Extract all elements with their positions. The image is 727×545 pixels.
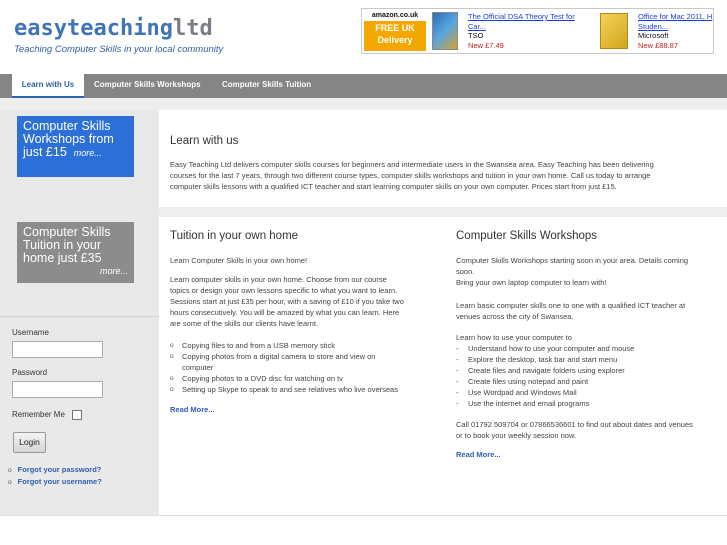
list-item: - Understand how to use your computer and mouse: [456, 343, 721, 354]
workshops-contact: Call 01792 509704 or 07866536601 to find out about dates and venues or to book your weekly session now.: [456, 420, 693, 440]
ad-product-1-title-cont[interactable]: Car...: [468, 21, 486, 31]
sidebar-divider: [0, 316, 159, 317]
nav-learn-with-us[interactable]: Learn with Us: [12, 74, 84, 98]
amazon-free-delivery-badge[interactable]: amazon.co.uk FREE UK Delivery: [364, 11, 426, 51]
forgot-username-link[interactable]: o Forgot your username?: [8, 476, 102, 488]
tuition-promo-banner[interactable]: Computer Skills Tuition in your home just £35 more...: [17, 222, 134, 283]
ad-product-1: [468, 12, 588, 50]
remember-me-checkbox[interactable]: [72, 410, 82, 420]
workshops-read-more-link[interactable]: Read More...: [456, 450, 501, 459]
list-item: - Use the internet and email programs: [456, 398, 721, 409]
tuition-read-more-link[interactable]: Read More...: [170, 405, 215, 414]
ad-product-2-price: New £88.87: [638, 40, 679, 50]
ad-product-1-title[interactable]: The Official DSA Theory Test for: [468, 12, 575, 21]
amazon-logo: amazon.co.uk: [364, 11, 426, 21]
nav-computer-skills-workshops[interactable]: Computer Skills Workshops: [94, 80, 201, 89]
workshops-intro: Computer Skills Workshops starting soon in your area. Details coming soon. Bring your own laptop computer to learn with!: [456, 256, 689, 287]
workshops-promo-banner[interactable]: Computer Skills Workshops from just £15 more...: [17, 116, 134, 177]
tuition-heading: Tuition in your own home: [170, 230, 299, 242]
list-item: o Copying files to and from a USB memory stick: [170, 340, 445, 351]
dsa-book-thumbnail[interactable]: [432, 12, 458, 50]
account-links: [8, 464, 102, 488]
ad-product-2-title[interactable]: Office for Mac 2011, H: [638, 12, 713, 21]
site-tagline: Teaching Computer Skills in your local community: [14, 44, 224, 55]
list-item: computer: [182, 363, 214, 372]
ad-product-2-publisher: Microsoft: [638, 31, 669, 40]
list-item: - Explore the desktop, task bar and start menu: [456, 354, 721, 365]
page-title: Learn with us: [170, 135, 239, 147]
workshops-topics-list: [456, 343, 721, 409]
login-button[interactable]: Login: [13, 432, 46, 453]
ad-product-1-publisher: TSO: [468, 31, 484, 40]
forgot-password-link[interactable]: o Forgot your password?: [8, 464, 102, 476]
password-input[interactable]: [12, 381, 103, 398]
username-label: Username: [12, 328, 49, 337]
promo-more-link: more...: [99, 266, 128, 276]
logo-wordmark: easyteachingltd: [14, 16, 213, 41]
list-item: - Use Wordpad and Windows Mail: [456, 387, 721, 398]
footer-divider: [0, 515, 727, 516]
ad-product-2: [638, 12, 714, 50]
password-label: Password: [12, 368, 48, 377]
remember-me-label: Remember Me: [12, 410, 65, 419]
list-item: - Create files and navigate folders using explorer: [456, 365, 721, 376]
tuition-skills-list: [170, 340, 445, 395]
ad-product-2-title-cont[interactable]: Studen...: [638, 21, 669, 31]
workshops-heading: Computer Skills Workshops: [456, 230, 598, 242]
promo-more-link: more...: [73, 148, 102, 158]
office-box-thumbnail[interactable]: [600, 13, 628, 49]
main-nav: [0, 74, 727, 98]
list-item: - Create files using notepad and paint: [456, 376, 721, 387]
intro-paragraph: Easy Teaching Ltd delivers computer skills courses for beginners and intermediate users in the Swansea area. Easy Teaching has been delivering courses for the last 7 years, through two different course types, computer skills workshops and tuition in your own home. Call us today to arrange computer skills lessons with a qualified ICT teacher and start learning computer skills on your own computer. Prices start from just £15.: [170, 160, 654, 191]
ad-product-1-price: New £7.49: [468, 40, 504, 50]
list-item: o Copying photos from a digital camera to store and view on: [170, 351, 445, 362]
username-input[interactable]: [12, 341, 103, 358]
nav-subbar: [0, 98, 727, 110]
nav-computer-skills-tuition[interactable]: Computer Skills Tuition: [222, 80, 312, 89]
list-item: o Setting up Skype to speak to and see relatives who live overseas: [170, 384, 445, 395]
section-divider: [159, 207, 727, 217]
tuition-description: Learn computer skills in your own home. Choose from our course topics or design your own lessons specific to what you want to learn. Sessions start at just £35 per hour, with a saving of £10 if you take two hours consecutively. You will be amazed by what you can learn. Here are some of the skills our clients have learnt.: [170, 275, 404, 328]
tuition-intro: Learn Computer Skills in your own home!: [170, 256, 308, 265]
list-item: o Copying photos to a DVD disc for watching on tv: [170, 373, 445, 384]
workshops-list-intro: Learn how to use your computer to: [456, 333, 572, 342]
amazon-ad-banner[interactable]: [361, 8, 714, 54]
workshops-description: Learn basic computer skills one to one with a qualified ICT teacher at venues across the city of Swansea.: [456, 301, 686, 321]
site-logo[interactable]: [14, 18, 223, 55]
